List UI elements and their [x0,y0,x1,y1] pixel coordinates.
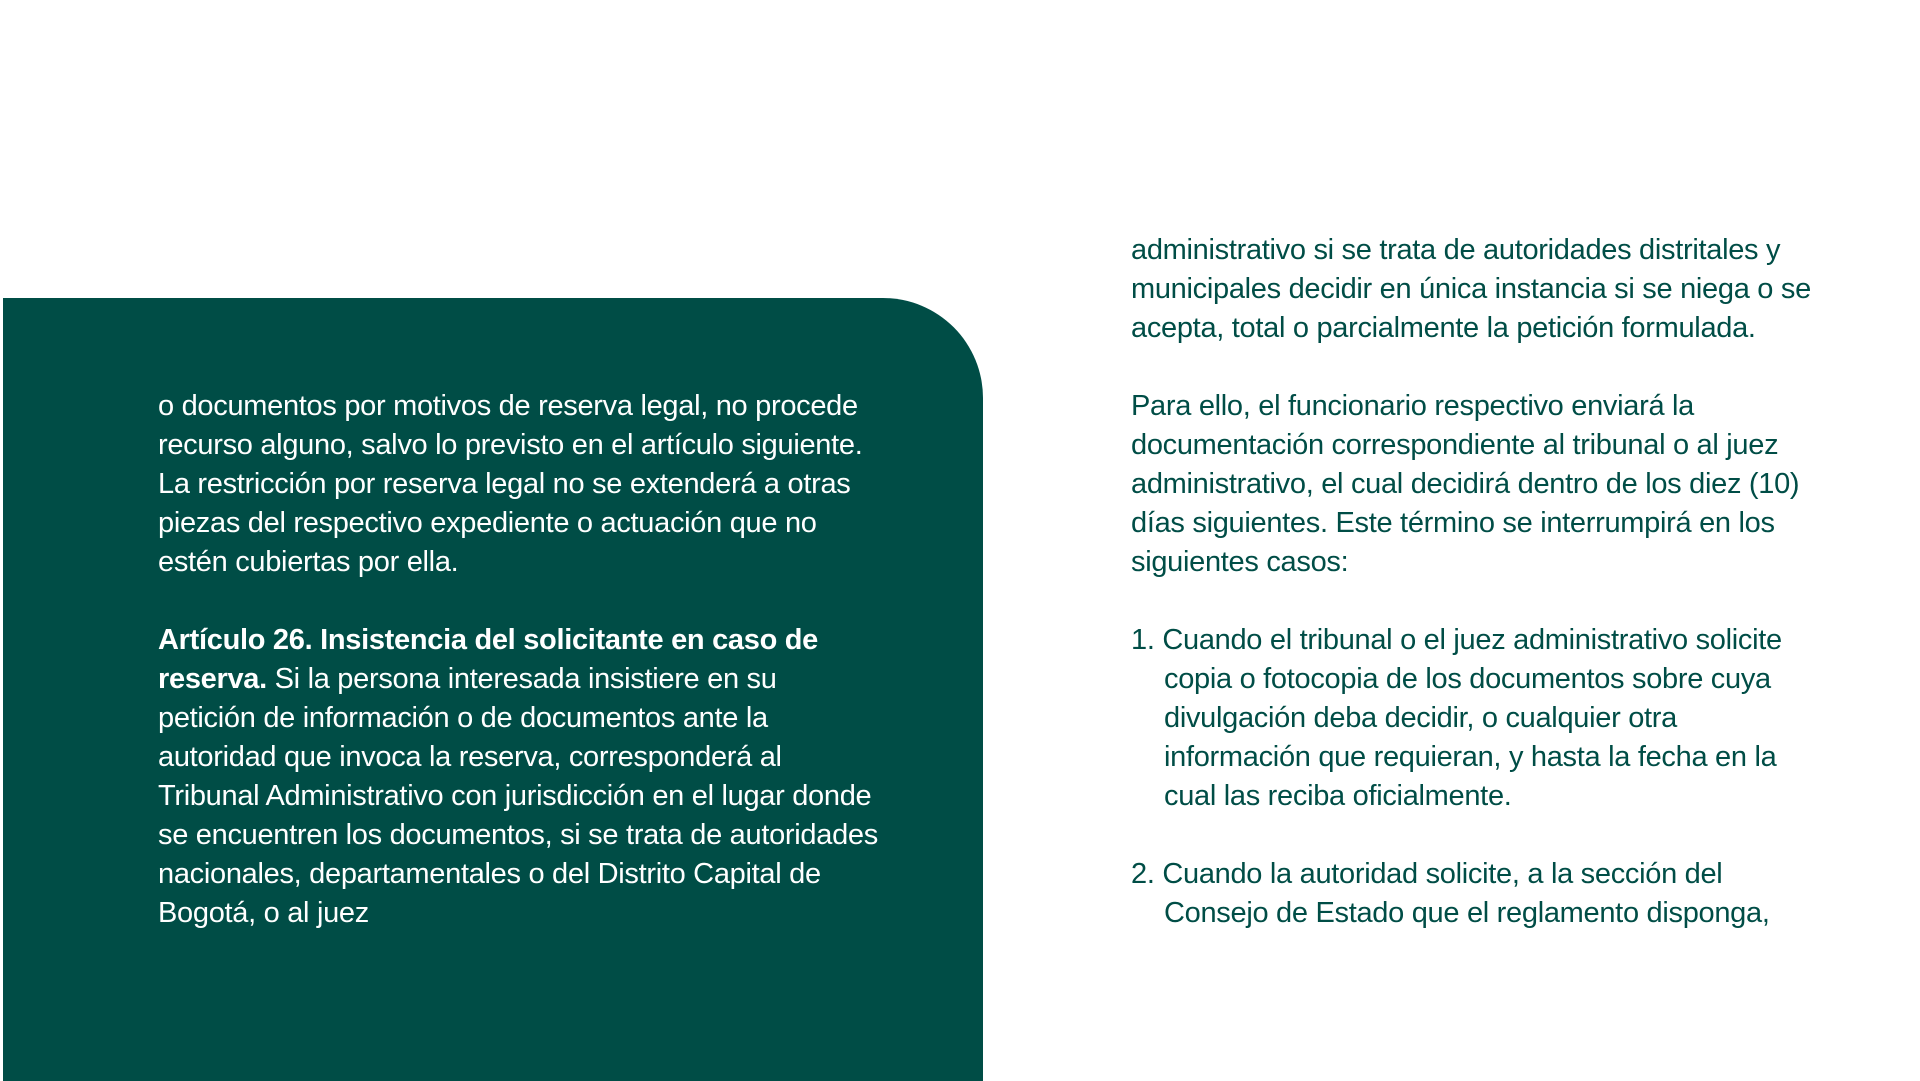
left-paragraph-1: o documentos por motivos de reserva legal, no procede recurso alguno, salvo lo previsto en el artículo siguiente. [158,390,863,461]
left-column [158,387,878,933]
list-item-1: 1. Cuando el tribunal o el juez administrativo solicite copia o fotocopia de los documentos sobre cuya divulgación deba decidir, o cualquier otra información que requieran, y hasta la fecha en la cual las reciba oficialmente. [1131,624,1782,812]
left-paragraph-2: La restricción por reserva legal no se extenderá a otras piezas del respectivo expediente o actuación que no estén cubiertas por ella. [158,468,851,578]
list-item-2: 2. Cuando la autoridad solicite, a la sección del Consejo de Estado que el reglamento disponga, [1131,858,1770,929]
article-26-heading: Artículo 26. Insistencia del solicitante en caso de reserva. [158,624,818,695]
right-paragraph-2: Para ello, el funcionario respectivo enviará la documentación correspondiente al tribunal o al juez administrativo, el cual decidirá dentro de los diez (10) días siguientes. Este término se interrumpirá en los siguientes casos: [1131,390,1800,578]
right-column [1131,231,1831,933]
article-26-paragraph [158,621,878,933]
article-26-body: Si la persona interesada insistiere en su petición de información o de documentos ante la autoridad que invoca la reserva, corresponderá al Tribunal Administrativo con jurisdicción en el lugar donde se encuentren los documentos, si se trata de autoridades nacionales, departamentales o del Distrito Capital de Bogotá, o al juez [158,663,878,929]
right-paragraph-1: administrativo si se trata de autoridades distritales y municipales decidir en única instancia si se niega o se acepta, total o parcialmente la petición formulada. [1131,234,1811,344]
